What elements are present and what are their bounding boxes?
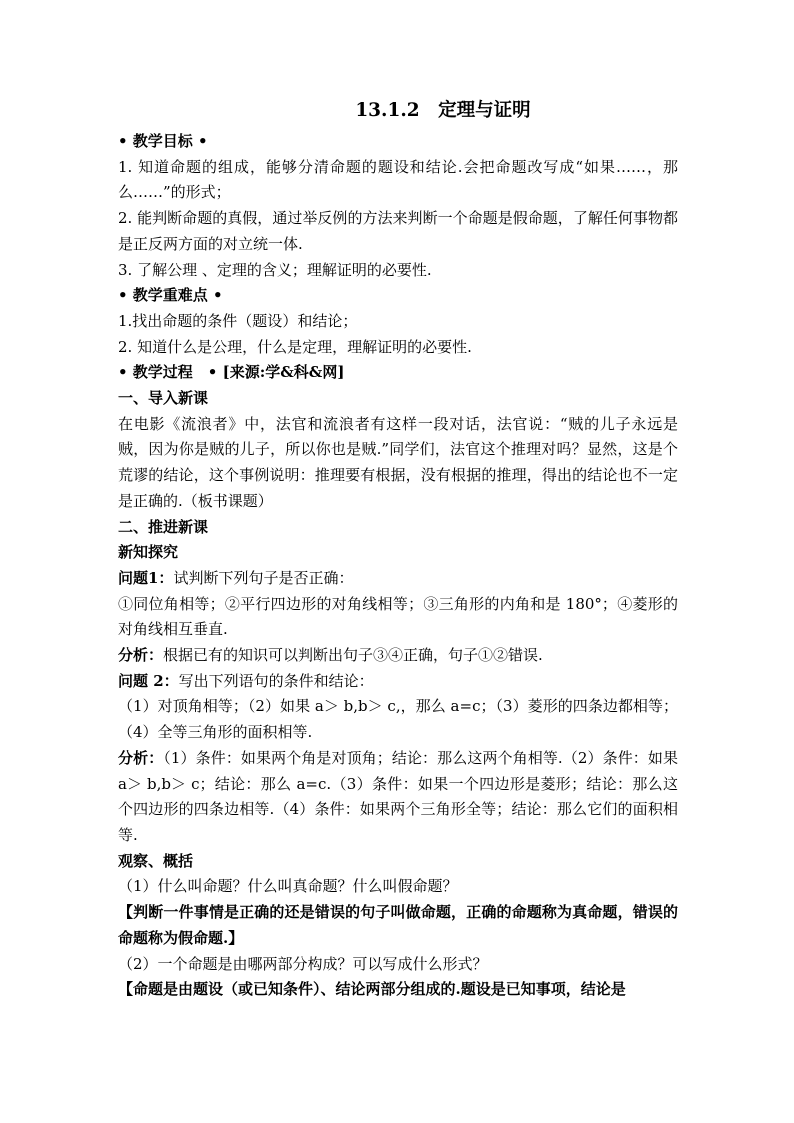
question-2-text: 写出下列语句的条件和结论： [178,671,374,690]
observe-question-2: （2）一个命题是由哪两部分构成？可以写成什么形式？ [118,954,488,973]
question-1 [118,566,678,592]
section1-paragraph: 在电影《流浪者》中，法官和流浪者有这样一段对话，法官说：“贼的儿子永远是贼，因为你是贼的儿子，所以你也是贼.”同学们，法官这个推理对吗？显然，这是个荒谬的结论，这个事例说明：推理要有根据，没有根据的推理，得出的结论也不一定是正确的.（板书课题） [118,414,678,510]
section2-heading: 二、推进新课 [118,517,209,536]
section1-heading: 一、导入新课 [118,389,209,408]
observe-heading: 观察、概括 [118,851,194,870]
goal-item-1: 1. 知道命题的组成，能够分清命题的题设和结论.会把命题改写成“如果……，那么……”的形式； [118,157,678,202]
question-2-label: 问题 2： [118,671,179,690]
analysis-2 [118,746,678,849]
question-1-label: 问题1： [118,568,174,587]
analysis-1 [118,643,678,669]
goal-item-3: 3. 了解公理 、定理的含义；理解证明的必要性. [118,260,432,279]
keypoints-heading: • 教学重难点 • [118,286,223,305]
analysis-1-text: 根据已有的知识可以判断出句子③④正确，句子①②错误. [163,646,543,665]
page-title: 13.1.2 定理与证明 [355,100,531,121]
analysis-1-label: 分析： [118,646,164,665]
goal-item-2: 2. 能判断命题的真假，通过举反例的方法来判断一个命题是假命题，了解任何事物都是正反两方面的对立统一体. [118,209,678,253]
goals-heading: • 教学目标 • [118,132,208,150]
question-1-items: ①同位角相等；②平行四边形的对角线相等；③三角形的内角和是 180°；④菱形的对角线相互垂直. [118,594,678,639]
question-1-text: 试判断下列句子是否正确： [173,568,354,587]
observe-answer-2: 【命题是由题设（或已知条件）、结论两部分组成的.题设是已知事项，结论是 [118,980,626,999]
analysis-2-label: 分析： [118,748,164,767]
question-2-items: （1）对顶角相等；（2）如果 a＞ b,b＞ c,，那么 a=c；（3）菱形的四条边都相等；（4）全等三角形的面积相等. [118,697,678,742]
analysis-2-text: （1）条件：如果两个角是对顶角；结论：那么这两个角相等.（2）条件：如果 a＞ b,b＞ c；结论：那么 a=c.（3）条件：如果一个四边形是菱形；结论：那么这个四边形的四条边相等.（4）条件：如果两个三角形全等；结论：那么它们的面积相等. [118,748,678,844]
document-page [118,96,678,1003]
keypoint-item-2: 2. 知道什么是公理，什么是定理，理解证明的必要性. [118,337,472,356]
question-2 [118,669,678,695]
observe-question-1: （1）什么叫命题？什么叫真命题？什么叫假命题？ [118,877,458,896]
keypoint-item-1: 1.找出命题的条件（题设）和结论； [118,311,358,330]
process-heading: • 教学过程 • [来源:学&科&网] [118,363,345,382]
explore-heading: 新知探究 [118,543,179,562]
observe-answer-1: 【判断一件事情是正确的还是错误的句子叫做命题，正确的命题称为真命题，错误的命题称为假命题.】 [118,903,678,947]
